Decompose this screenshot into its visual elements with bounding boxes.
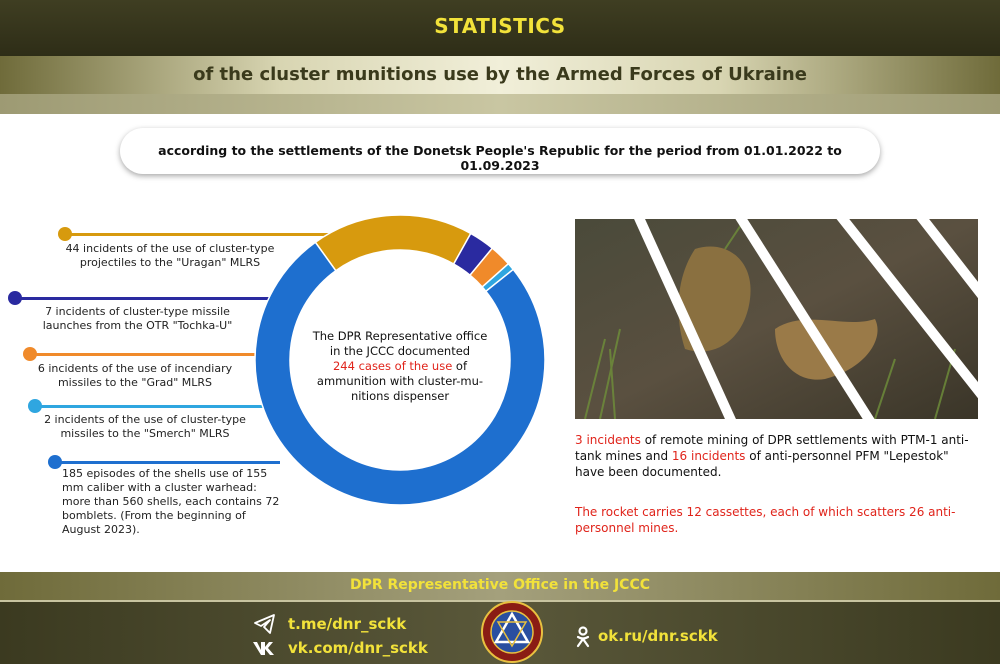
dot-155mm	[48, 455, 62, 469]
odnoklassniki-icon	[575, 626, 591, 648]
leader-line-tochka	[15, 297, 285, 300]
period-box	[120, 128, 880, 174]
leader-line-smerch	[35, 405, 270, 408]
mining-text: 3 incidents of remote mining of DPR settlements with PTM-1 anti-tank mines and 16 incidents of anti-personnel PFM "Lepestok" have been documented.	[575, 433, 969, 479]
donut-center-text: The DPR Representative office in the JCCC documented 244 cases of the use of ammunition with cluster-mu- nitions dispenser	[312, 329, 488, 403]
period-text: according to the settlements of the Donetsk People's Republic for the period from 01.01.2022 to 01.09.2023	[158, 143, 842, 173]
incident-tochka: 7 incidents of cluster-type missile launches from the OTR "Tochka-U"	[42, 305, 233, 332]
vk-icon	[252, 640, 278, 656]
incident-uragan: 44 incidents of the use of cluster-type projectiles to the "Uragan" MLRS	[65, 242, 275, 269]
mines-photo-illustration	[575, 219, 978, 419]
dot-smerch	[28, 399, 42, 413]
incident-155mm: 185 episodes of the shells use of 155 mm caliber with a cluster warhead: more than 560 shells, each contains 72 bomblets. (From the beginning of August 2023).	[62, 467, 280, 536]
mines-photo	[575, 219, 978, 419]
vk-link[interactable]: vk.com/dnr_sckk	[288, 639, 428, 657]
telegram-link[interactable]: t.me/dnr_sckk	[288, 615, 407, 633]
incident-smerch: 2 incidents of the use of cluster-type missiles to the "Smerch" MLRS	[44, 413, 246, 440]
mining-incidents-3: 3 incidents	[575, 433, 641, 447]
page-subtitle: of the cluster munitions use by the Armed Forces of Ukraine	[193, 64, 807, 85]
decorative-stripe	[0, 94, 1000, 114]
leader-line-grad	[30, 353, 260, 356]
jccc-emblem	[480, 600, 544, 664]
leader-line-155mm	[55, 461, 280, 464]
page-title: STATISTICS	[434, 14, 566, 38]
dot-tochka	[8, 291, 22, 305]
dot-grad	[23, 347, 37, 361]
dot-uragan	[58, 227, 72, 241]
rocket-note: The rocket carries 12 cassettes, each of which scatters 26 anti-personnel mines.	[575, 505, 956, 535]
mining-incidents-16: 16 incidents	[671, 449, 746, 463]
footer-title: DPR Representative Office in the JCCC	[349, 577, 651, 593]
incident-grad: 6 incidents of the use of incendiary missiles to the "Grad" MLRS	[37, 362, 233, 389]
highlight-cases: 244 cases of the use	[332, 359, 453, 373]
telegram-icon	[254, 614, 276, 634]
donut-slice-uragan	[315, 215, 470, 271]
ok-link[interactable]: ok.ru/dnr.sckk	[598, 627, 718, 645]
